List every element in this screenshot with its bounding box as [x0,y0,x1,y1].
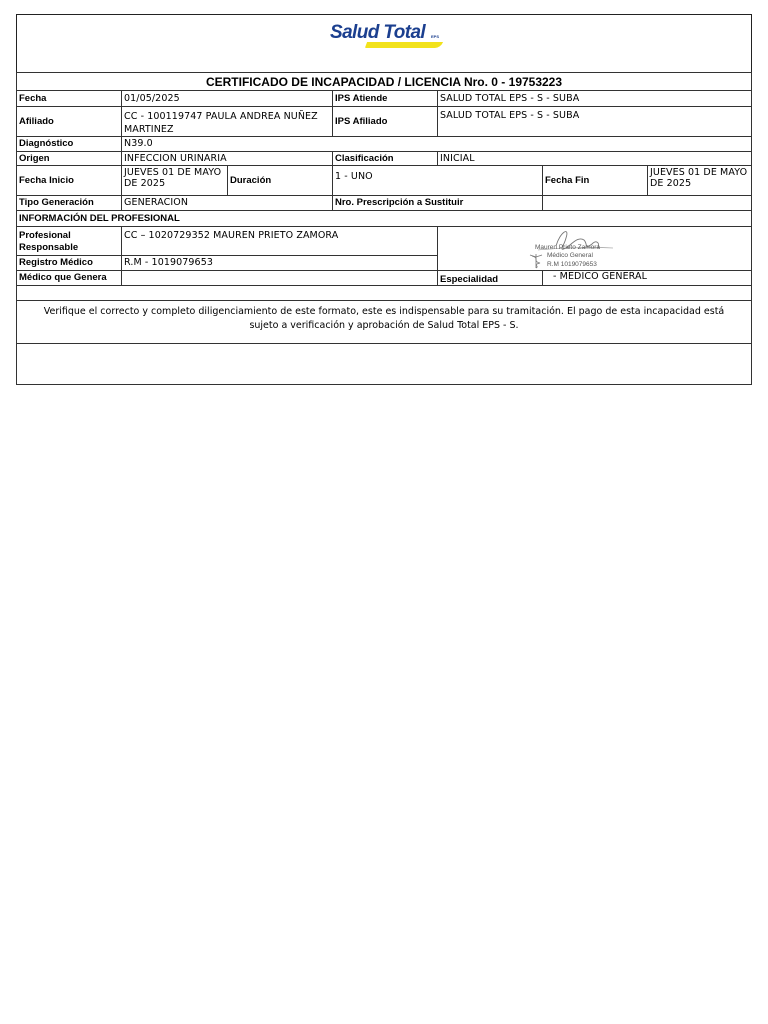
ips-atiende-value: SALUD TOTAL EPS - S - SUBA [437,90,752,107]
logo-text: Salud Total [330,22,426,43]
signature-name: Mauren Prieto Zamora [535,244,601,251]
especialidad-label: Especialidad [437,270,543,286]
ips-afiliado-label: IPS Afiliado [332,106,438,137]
afiliado-label: Afiliado [16,106,122,137]
medico-genera-label: Médico que Genera [16,270,122,286]
bottom-blank-area [16,343,752,385]
especialidad-value: - MEDICO GENERAL [542,270,752,286]
fecha-fin-label: Fecha Fin [542,165,648,196]
profesional-responsable-label: Profesional Responsable [16,226,122,256]
fecha-value: 01/05/2025 [121,90,333,107]
caduceus-icon [530,254,542,268]
profesional-responsable-value: CC – 1020729352 MAUREN PRIETO ZAMORA [121,226,438,256]
duracion-label: Duración [227,165,333,196]
verification-note: Verifique el correcto y completo diligenciamiento de este formato, este es indispensable para su tramitación. El pago de esta incapacidad está sujeto a verificación y aprobación de Salud Total EPS - S. [16,300,752,344]
clasificacion-value: INICIAL [437,151,752,166]
fecha-label: Fecha [16,90,122,107]
tipo-generacion-label: Tipo Generación [16,195,122,211]
nro-prescripcion-label: Nro. Prescripción a Sustituir [332,195,543,211]
certificate-title: CERTIFICADO DE INCAPACIDAD / LICENCIA Nro. 0 - 19753223 [16,72,752,91]
nro-prescripcion-value [542,195,752,211]
signature-rm: R.M 1019079653 [547,261,597,268]
ips-afiliado-value: SALUD TOTAL EPS - S - SUBA [437,106,752,137]
registro-medico-value: R.M - 1019079653 [121,255,438,271]
registro-medico-label: Registro Médico [16,255,122,271]
clasificacion-label: Clasificación [332,151,438,166]
profesional-section-title: INFORMACIÓN DEL PROFESIONAL [16,210,752,227]
signature [438,226,752,270]
fecha-inicio-label: Fecha Inicio [16,165,122,196]
duracion-value: 1 - UNO [332,165,543,196]
signature-role: Médico General [547,252,593,259]
logo-eps-mark: EPS [431,34,440,39]
ips-atiende-label: IPS Atiende [332,90,438,107]
diagnostico-value: N39.0 [121,136,752,152]
afiliado-value: CC - 100119747 PAULA ANDREA NUÑEZ MARTINEZ [121,106,333,137]
origen-label: Origen [16,151,122,166]
origen-value: INFECCION URINARIA [121,151,333,166]
salud-total-logo [330,24,442,50]
blank-row [16,285,752,301]
fecha-inicio-value: JUEVES 01 DE MAYO DE 2025 [121,165,228,196]
diagnostico-label: Diagnóstico [16,136,122,152]
tipo-generacion-value: GENERACION [121,195,333,211]
medico-genera-value [121,270,438,286]
fecha-fin-value: JUEVES 01 DE MAYO DE 2025 [647,165,752,196]
